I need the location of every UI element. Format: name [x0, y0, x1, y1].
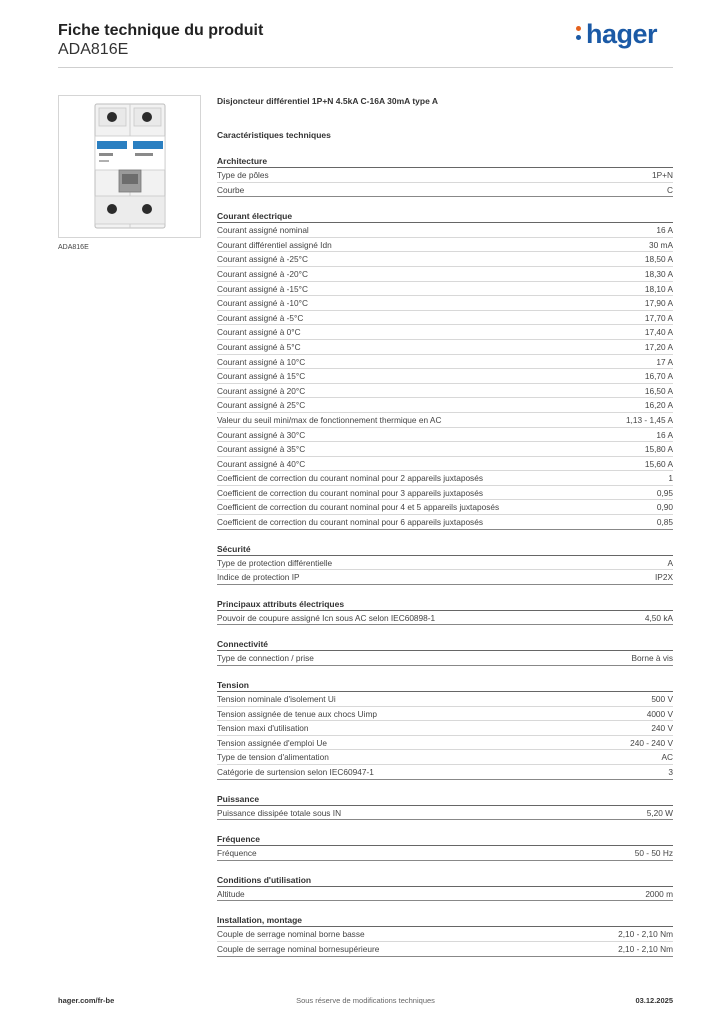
spec-row: [217, 806, 673, 821]
spec-rows: [217, 223, 673, 529]
technical-characteristics-title: Caractéristiques techniques: [217, 130, 331, 140]
page-header: [58, 20, 673, 72]
spec-row: [217, 252, 673, 267]
spec-rows: [217, 927, 673, 956]
section-heading: Tension: [217, 680, 673, 692]
spec-value: 0,85: [656, 517, 673, 528]
spec-label: Courant différentiel assigné Idn: [217, 239, 332, 250]
spec-row: [217, 267, 673, 282]
spec-row: [217, 651, 673, 666]
spec-rows: [217, 846, 673, 861]
spec-label: Tension nominale d'isolement Ui: [217, 694, 336, 705]
spec-label: Courant assigné à -25°C: [217, 254, 308, 265]
spec-label: Type de tension d'alimentation: [217, 752, 329, 763]
spec-row: [217, 183, 673, 198]
spec-row: [217, 398, 673, 413]
spec-value: 240 V: [651, 723, 673, 734]
spec-row: [217, 927, 673, 942]
spec-row: [217, 887, 673, 902]
spec-value: 16 A: [656, 429, 673, 440]
footer-website-link[interactable]: hager.com/fr-be: [58, 996, 115, 1005]
spec-row: [217, 384, 673, 399]
spec-value: 500 V: [651, 694, 673, 705]
spec-section: [217, 834, 673, 861]
spec-section: [217, 211, 673, 529]
spec-value: 1: [668, 473, 673, 484]
spec-value: 5,20 W: [646, 807, 673, 818]
spec-value: 16,70 A: [644, 371, 673, 382]
spec-value: 17 A: [656, 356, 673, 367]
spec-section: [217, 875, 673, 902]
spec-value: 17,20 A: [644, 341, 673, 352]
header-divider: [58, 67, 673, 68]
spec-label: Courant assigné à 0°C: [217, 327, 301, 338]
spec-section: [217, 156, 673, 197]
spec-row: [217, 238, 673, 253]
spec-label: Courant assigné à -15°C: [217, 283, 308, 294]
spec-row: [217, 692, 673, 707]
spec-label: Pouvoir de coupure assigné Icn sous AC selon IEC60898-1: [217, 612, 436, 623]
spec-row: [217, 340, 673, 355]
spec-value: 2,10 - 2,10 Nm: [618, 943, 673, 954]
spec-value: 4000 V: [646, 708, 673, 719]
spec-label: Fréquence: [217, 848, 257, 859]
spec-row: [217, 765, 673, 780]
footer-date: 03.12.2025: [635, 996, 673, 1005]
spec-value: 0,90: [656, 502, 673, 513]
spec-label: Tension maxi d'utilisation: [217, 723, 309, 734]
circuit-breaker-icon: [59, 96, 200, 237]
spec-label: Courant assigné à 30°C: [217, 429, 306, 440]
spec-section: [217, 639, 673, 666]
spec-label: Courant assigné à 20°C: [217, 385, 306, 396]
spec-label: Couple de serrage nominal bornesupérieure: [217, 943, 380, 954]
spec-rows: [217, 168, 673, 197]
spec-row: [217, 296, 673, 311]
spec-rows: [217, 887, 673, 902]
spec-row: [217, 442, 673, 457]
spec-value: 1P+N: [652, 170, 673, 180]
section-heading: Fréquence: [217, 834, 673, 846]
footer-disclaimer: Sous réserve de modifications techniques: [296, 996, 435, 1005]
spec-section: [217, 680, 673, 780]
spec-row: [217, 457, 673, 472]
spec-rows: [217, 692, 673, 780]
section-heading: Conditions d'utilisation: [217, 875, 673, 887]
spec-row: [217, 486, 673, 501]
spec-value: 50 - 50 Hz: [634, 848, 673, 859]
spec-sections: [217, 156, 673, 957]
spec-value: 15,60 A: [644, 458, 673, 469]
spec-label: Altitude: [217, 888, 245, 899]
spec-value: 4,50 kA: [644, 612, 673, 623]
spec-label: Tension assignée d'emploi Ue: [217, 737, 327, 748]
spec-value: 2,10 - 2,10 Nm: [618, 929, 673, 940]
spec-label: Coefficient de correction du courant nominal pour 4 et 5 appareils juxtaposés: [217, 502, 500, 513]
spec-section: [217, 599, 673, 626]
spec-label: Type de pôles: [217, 170, 269, 180]
spec-content: [217, 96, 673, 957]
spec-row: [217, 942, 673, 957]
spec-row: [217, 355, 673, 370]
spec-row: [217, 515, 673, 530]
spec-value: 16 A: [656, 225, 673, 236]
spec-value: 16,20 A: [644, 400, 673, 411]
spec-section: [217, 794, 673, 821]
image-caption: ADA816E: [58, 244, 89, 251]
spec-rows: [217, 651, 673, 666]
logo-colon-icon: [576, 26, 581, 45]
spec-value: 0,95: [656, 487, 673, 498]
section-heading: Courant électrique: [217, 211, 673, 223]
product-image: [58, 95, 201, 238]
spec-row: [217, 369, 673, 384]
product-description: Disjoncteur différentiel 1P+N 4.5kA C-16A 30mA type A: [217, 96, 438, 106]
spec-label: Coefficient de correction du courant nominal pour 2 appareils juxtaposés: [217, 473, 483, 484]
spec-value: 18,50 A: [644, 254, 673, 265]
spec-row: [217, 428, 673, 443]
spec-label: Tension assignée de tenue aux chocs Uimp: [217, 708, 378, 719]
spec-row: [217, 413, 673, 428]
spec-row: [217, 570, 673, 585]
spec-value: 30 mA: [649, 239, 673, 250]
spec-row: [217, 282, 673, 297]
spec-value: IP2X: [655, 572, 673, 583]
spec-value: A: [667, 557, 673, 568]
section-heading: Connectivité: [217, 639, 673, 651]
spec-label: Courant assigné à -20°C: [217, 268, 308, 279]
spec-label: Courant assigné à 10°C: [217, 356, 306, 367]
spec-label: Courant assigné à 40°C: [217, 458, 306, 469]
spec-label: Type de protection différentielle: [217, 557, 333, 568]
spec-value: 17,70 A: [644, 312, 673, 323]
spec-value: 15,80 A: [644, 444, 673, 455]
spec-label: Indice de protection IP: [217, 572, 300, 583]
spec-row: [217, 721, 673, 736]
spec-row: [217, 556, 673, 571]
spec-label: Courant assigné à 5°C: [217, 341, 301, 352]
spec-label: Coefficient de correction du courant nominal pour 3 appareils juxtaposés: [217, 487, 483, 498]
spec-label: Courant assigné à 25°C: [217, 400, 306, 411]
spec-row: [217, 846, 673, 861]
product-reference: ADA816E: [58, 41, 129, 58]
section-heading: Sécurité: [217, 544, 673, 556]
spec-label: Puissance dissipée totale sous IN: [217, 807, 342, 818]
section-heading: Architecture: [217, 156, 673, 168]
spec-rows: [217, 556, 673, 585]
spec-value: 16,50 A: [644, 385, 673, 396]
spec-label: Courant assigné à -10°C: [217, 298, 308, 309]
spec-row: [217, 611, 673, 626]
spec-value: Borne à vis: [631, 653, 673, 664]
spec-value: 240 - 240 V: [630, 737, 673, 748]
spec-row: [217, 168, 673, 183]
spec-section: [217, 544, 673, 585]
page-footer: [58, 996, 673, 1008]
spec-row: [217, 325, 673, 340]
spec-label: Courant assigné à 35°C: [217, 444, 306, 455]
spec-value: C: [667, 184, 673, 195]
spec-row: [217, 750, 673, 765]
spec-label: Courant assigné nominal: [217, 225, 309, 236]
spec-row: [217, 500, 673, 515]
spec-label: Courant assigné à 15°C: [217, 371, 306, 382]
spec-rows: [217, 611, 673, 626]
spec-label: Type de connection / prise: [217, 653, 314, 664]
spec-value: 18,30 A: [644, 268, 673, 279]
spec-value: 18,10 A: [644, 283, 673, 294]
section-heading: Puissance: [217, 794, 673, 806]
spec-row: [217, 736, 673, 751]
logo-text: hager: [585, 19, 657, 49]
spec-value: 2000 m: [645, 888, 673, 899]
spec-label: Courant assigné à -5°C: [217, 312, 304, 323]
spec-row: [217, 707, 673, 722]
spec-value: 17,40 A: [644, 327, 673, 338]
spec-label: Coefficient de correction du courant nominal pour 6 appareils juxtaposés: [217, 517, 483, 528]
spec-row: [217, 311, 673, 326]
section-heading: Installation, montage: [217, 915, 673, 927]
spec-value: 1,13 - 1,45 A: [625, 414, 673, 425]
spec-label: Courbe: [217, 184, 245, 195]
spec-rows: [217, 806, 673, 821]
spec-value: AC: [661, 752, 673, 763]
hager-logo[interactable]: [586, 19, 657, 50]
spec-label: Couple de serrage nominal borne basse: [217, 929, 365, 940]
spec-label: Valeur du seuil mini/max de fonctionnement thermique en AC: [217, 414, 442, 425]
spec-value: 3: [668, 767, 673, 777]
spec-label: Catégorie de surtension selon IEC60947-1: [217, 767, 374, 777]
spec-value: 17,90 A: [644, 298, 673, 309]
spec-section: [217, 915, 673, 956]
spec-row: [217, 223, 673, 238]
page-title: Fiche technique du produit: [58, 22, 264, 39]
spec-row: [217, 471, 673, 486]
section-heading: Principaux attributs électriques: [217, 599, 673, 611]
